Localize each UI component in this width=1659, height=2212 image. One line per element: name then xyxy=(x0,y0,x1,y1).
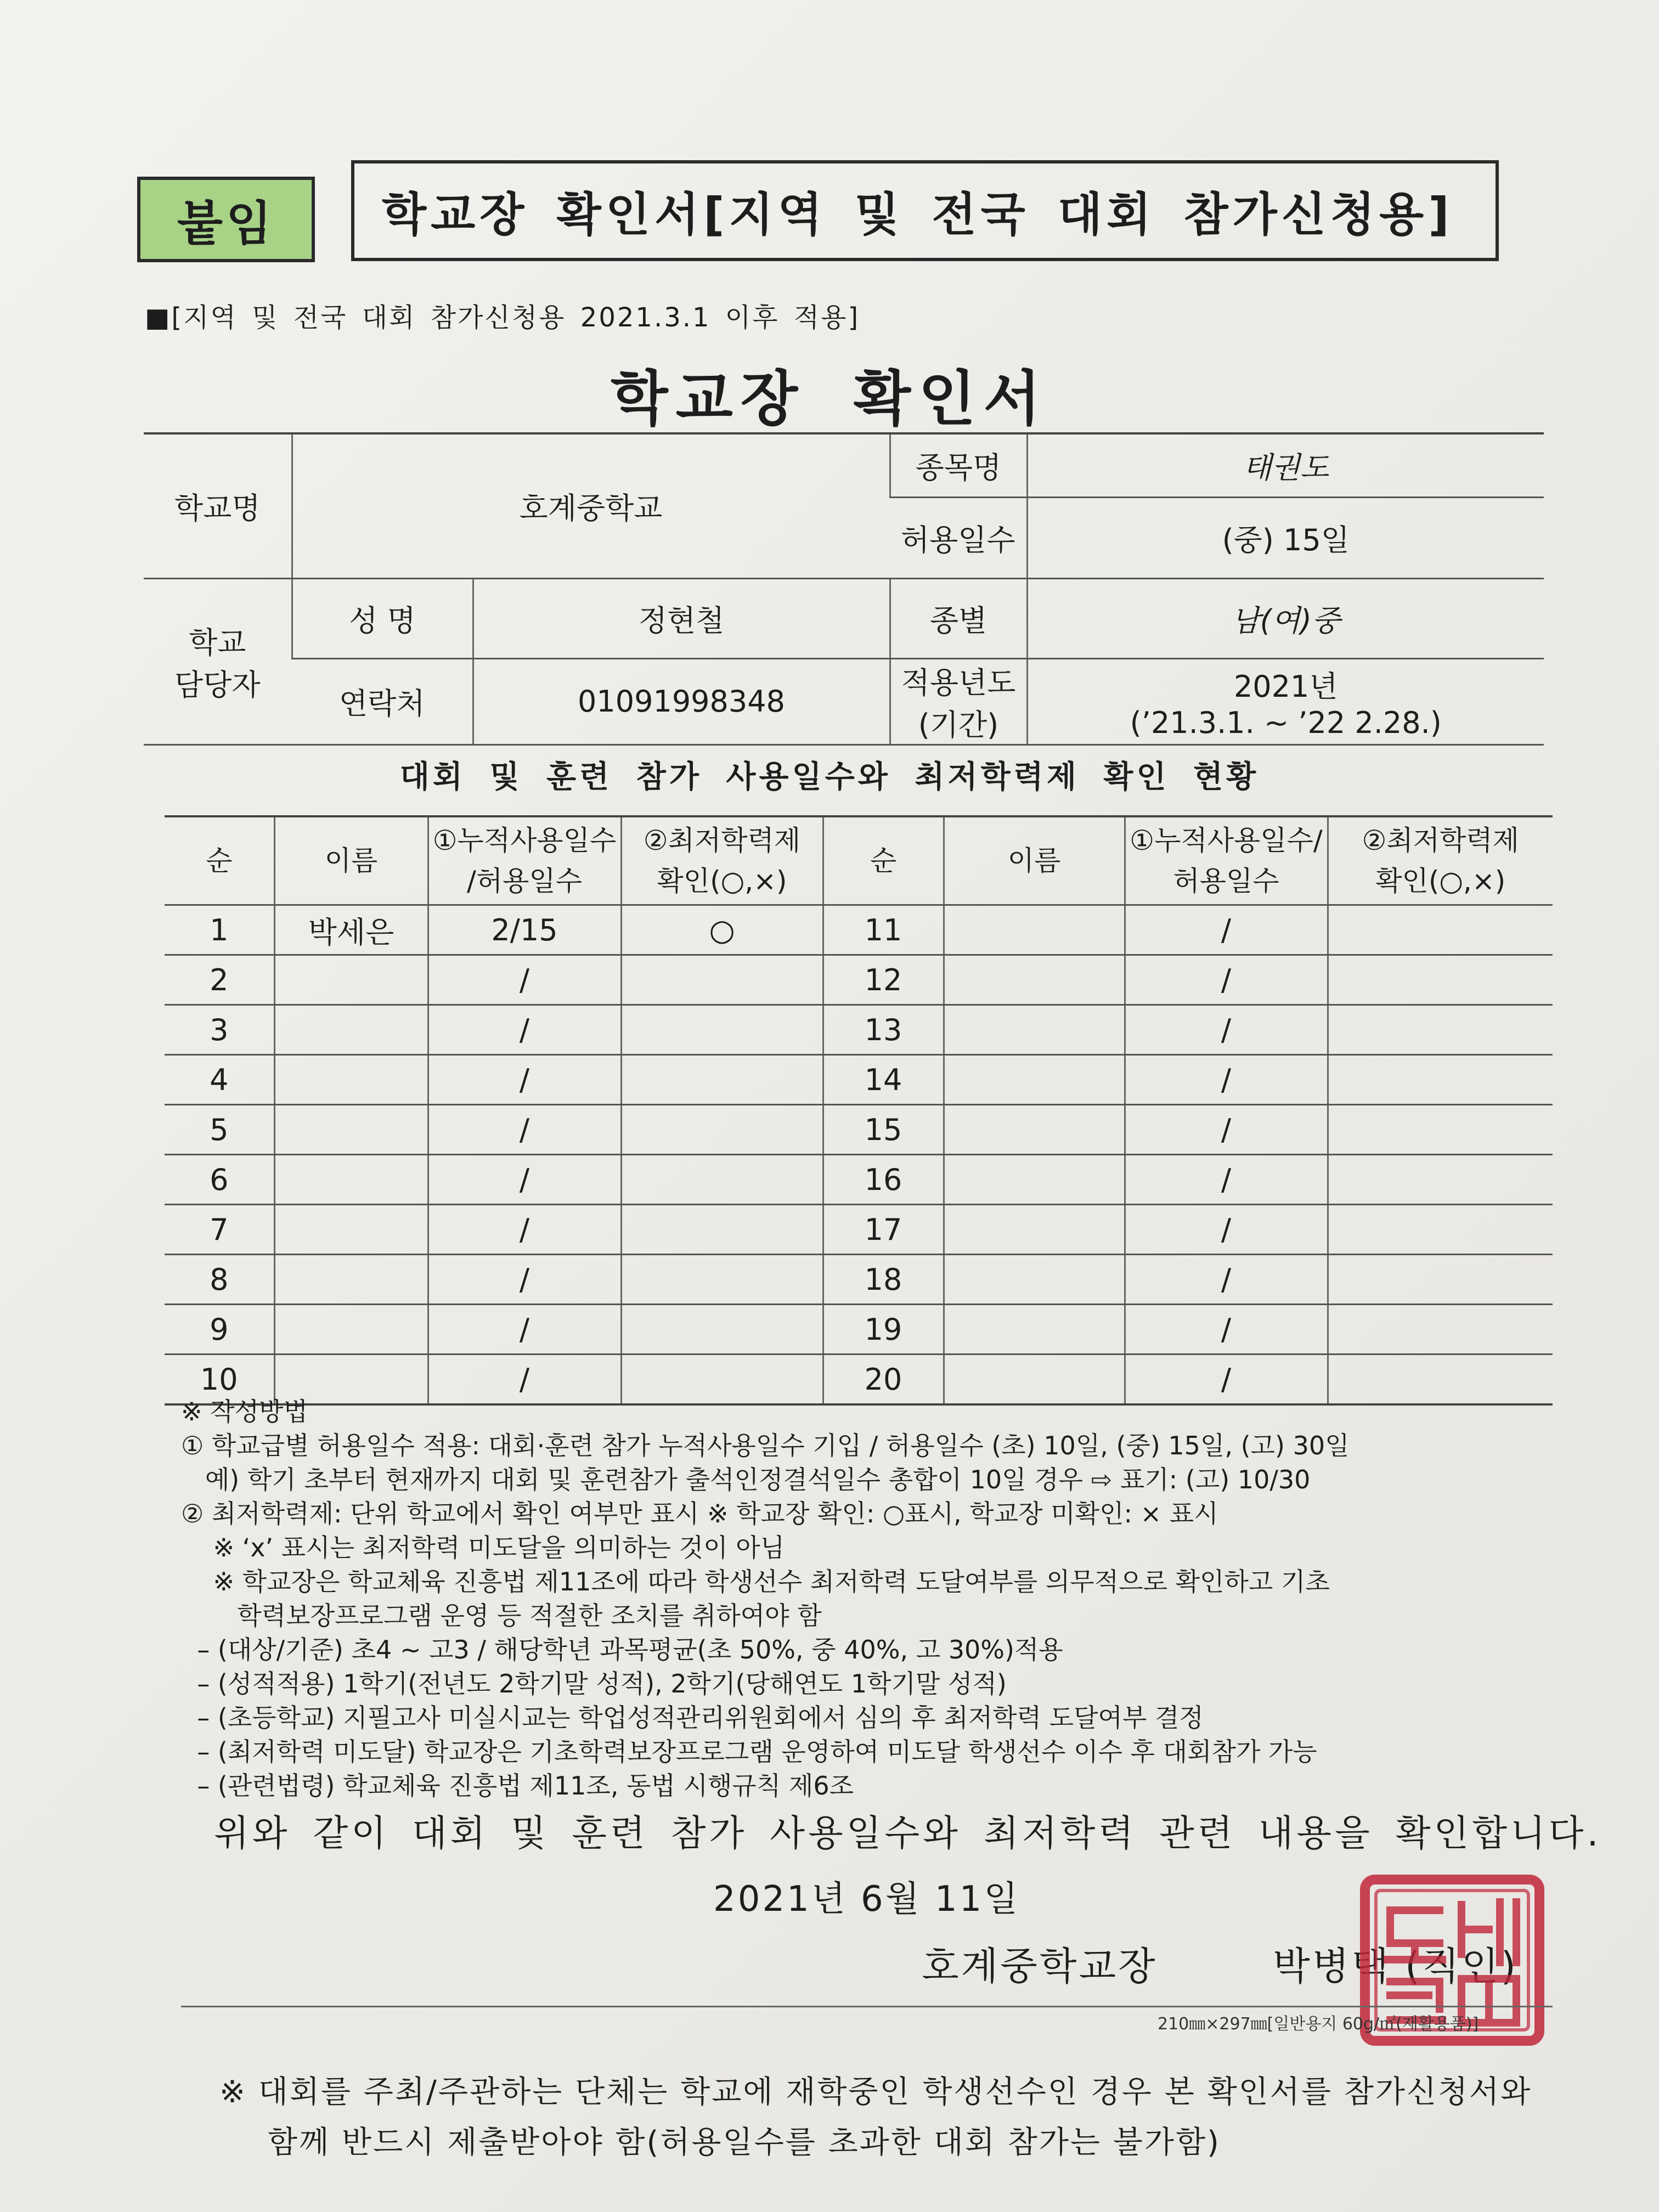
paper-size-note: 210㎜×297㎜[일반용지 60g/㎡(재활용품)] xyxy=(1158,2015,1479,2034)
cell-r-no: 19 xyxy=(823,1305,944,1355)
allowed-value: (중) 15일 xyxy=(1027,497,1544,578)
method-line: – (대상/기준) 초4 ~ 고3 / 해당학년 과목평균(초 50%, 중 40%, 고 30%)적용 xyxy=(181,1635,1063,1664)
cell-l-no: 10 xyxy=(165,1355,274,1405)
cell-r-min xyxy=(1328,1205,1553,1255)
cell-l-min: ○ xyxy=(621,905,823,955)
cell-r-min xyxy=(1328,1005,1553,1055)
cell-r-min xyxy=(1328,905,1553,955)
manager-label-line2: 담당자 xyxy=(174,667,261,702)
col-days-left-line1: ①누적사용일수 xyxy=(432,825,617,856)
table-row xyxy=(165,1255,1553,1305)
footer-line1: ※ 대회를 주최/주관하는 단체는 학교에 재학중인 학생선수인 경우 본 확인서를 참가신청서와 xyxy=(219,2074,1532,2110)
cell-r-min xyxy=(1328,1255,1553,1305)
cell-r-name xyxy=(944,1155,1125,1205)
table-row xyxy=(165,1105,1553,1155)
year-value xyxy=(1027,658,1544,744)
cell-r-days: / xyxy=(1125,1205,1328,1255)
cell-l-name xyxy=(274,1005,428,1055)
col-name-left: 이름 xyxy=(274,816,428,905)
manager-label-line1: 학교 xyxy=(189,625,246,660)
cell-r-days: / xyxy=(1125,1305,1328,1355)
method-line: – (최저학력 미도달) 학교장은 기초학력보장프로그램 운영하여 미도달 학생선수 이수 후 대회참가 가능 xyxy=(181,1737,1317,1767)
col-min-left xyxy=(621,816,823,905)
cell-l-no: 3 xyxy=(165,1005,274,1055)
attachment-badge: 붙임 xyxy=(137,177,315,262)
cell-r-name xyxy=(944,1105,1125,1155)
cell-l-days: / xyxy=(428,1155,621,1205)
cell-r-min xyxy=(1328,1155,1553,1205)
form-title: 학교장 확인서[지역 및 전국 대회 참가신청용] xyxy=(351,160,1499,261)
footer-line2: 함께 반드시 제출받아야 함(허용일수를 초과한 대회 참가는 불가함) xyxy=(268,2125,1221,2160)
cell-r-no: 13 xyxy=(823,1005,944,1055)
year-label xyxy=(890,658,1027,744)
usage-table xyxy=(165,815,1553,1406)
signer-name: 박병택 (직인) xyxy=(1273,1944,1518,1989)
col-min-left-line2: 확인(○,×) xyxy=(657,865,787,897)
issue-date: 2021년 6월 11일 xyxy=(713,1879,1020,1920)
method-line: ※ 작성방법 xyxy=(181,1397,308,1426)
cell-r-days: / xyxy=(1125,1055,1328,1105)
col-min-left-line1: ②최저학력제 xyxy=(643,825,801,856)
cell-r-min xyxy=(1328,1055,1553,1105)
cell-r-no: 15 xyxy=(823,1105,944,1155)
writing-method xyxy=(181,1395,1564,1803)
method-line: ※ ‘x’ 표시는 최저학력 미도달을 의미하는 것이 아님 xyxy=(181,1533,785,1562)
cell-l-min xyxy=(621,1055,823,1105)
method-line: 학력보장프로그램 운영 등 적절한 조치를 취하여야 함 xyxy=(181,1601,822,1630)
cell-r-no: 12 xyxy=(823,955,944,1005)
cell-l-no: 1 xyxy=(165,905,274,955)
cell-r-days: / xyxy=(1125,905,1328,955)
cell-l-days: / xyxy=(428,1055,621,1105)
cell-l-name xyxy=(274,1105,428,1155)
cell-r-name xyxy=(944,955,1125,1005)
cell-r-days: / xyxy=(1125,1355,1328,1405)
cell-l-name: 박세은 xyxy=(274,905,428,955)
year-label-line1: 적용년도 xyxy=(901,665,1016,700)
year-value-line2: (’21.3.1. ~ ’22 2.28.) xyxy=(1130,705,1442,740)
info-table xyxy=(144,432,1544,746)
school-value: 호계중학교 xyxy=(292,433,890,578)
cell-r-min xyxy=(1328,1305,1553,1355)
name-label: 성 명 xyxy=(292,578,473,658)
cell-l-no: 4 xyxy=(165,1055,274,1105)
sport-value: 태권도 xyxy=(1027,433,1544,497)
method-line: 예) 학기 초부터 현재까지 대회 및 훈련참가 출석인정결석일수 총합이 10일 경우 ⇨ 표기: (고) 10/30 xyxy=(181,1465,1311,1494)
cell-l-days: / xyxy=(428,1005,621,1055)
method-line: – (초등학교) 지필고사 미실시교는 학업성적관리위원회에서 심의 후 최저학력 도달여부 결정 xyxy=(181,1703,1204,1733)
table-row xyxy=(165,955,1553,1005)
cell-r-days: / xyxy=(1125,955,1328,1005)
contact-value: 01091998348 xyxy=(473,658,890,744)
gender-value: 남(여)중 xyxy=(1027,578,1544,658)
cell-r-days: / xyxy=(1125,1155,1328,1205)
cell-r-name xyxy=(944,1005,1125,1055)
col-days-left-line2: /허용일수 xyxy=(466,865,583,897)
cell-r-min xyxy=(1328,1105,1553,1155)
confirm-statement: 위와 같이 대회 및 훈련 참가 사용일수와 최저학력 관련 내용을 확인합니다. xyxy=(214,1812,1602,1854)
name-value: 정현철 xyxy=(473,578,890,658)
col-min-right-line2: 확인(○,×) xyxy=(1375,865,1506,897)
table-row xyxy=(165,1205,1553,1255)
signer-title: 호계중학교장 xyxy=(922,1944,1158,1989)
cell-l-min xyxy=(621,1005,823,1055)
cell-r-name xyxy=(944,1055,1125,1105)
cell-r-no: 20 xyxy=(823,1355,944,1405)
manager-label xyxy=(144,578,292,744)
cell-l-days: / xyxy=(428,1355,621,1405)
cell-l-name xyxy=(274,1255,428,1305)
allowed-label: 허용일수 xyxy=(890,497,1027,578)
table-row xyxy=(165,905,1553,955)
method-line: – (성적적용) 1학기(전년도 2학기말 성적), 2학기(당해연도 1학기말 성적) xyxy=(181,1669,1007,1699)
method-line: ① 학교급별 허용일수 적용: 대회·훈련 참가 누적사용일수 기입 / 허용일수 (초) 10일, (중) 15일, (고) 30일 xyxy=(181,1431,1350,1460)
document-title: 학교장 확인서 xyxy=(611,365,1048,433)
table-row xyxy=(165,1005,1553,1055)
cell-l-min xyxy=(621,1105,823,1155)
table-row xyxy=(165,1305,1553,1355)
cell-l-no: 5 xyxy=(165,1105,274,1155)
cell-r-min xyxy=(1328,955,1553,1005)
col-min-right-line1: ②최저학력제 xyxy=(1362,825,1519,856)
cell-r-name xyxy=(944,1305,1125,1355)
col-min-right xyxy=(1328,816,1553,905)
col-no-left: 순 xyxy=(165,816,274,905)
sport-label: 종목명 xyxy=(890,433,1027,497)
bottom-divider xyxy=(181,2006,1553,2007)
method-line: ※ 학교장은 학교체육 진흥법 제11조에 따라 학생선수 최저학력 도달여부를 의무적으로 확인하고 기초 xyxy=(181,1567,1330,1596)
cell-l-no: 6 xyxy=(165,1155,274,1205)
cell-l-no: 9 xyxy=(165,1305,274,1355)
cell-l-days: / xyxy=(428,955,621,1005)
cell-r-no: 11 xyxy=(823,905,944,955)
cell-l-min xyxy=(621,1255,823,1305)
cell-l-no: 8 xyxy=(165,1255,274,1305)
footer-note xyxy=(219,2067,1532,2168)
col-days-right-line2: 허용일수 xyxy=(1173,865,1279,897)
cell-l-name xyxy=(274,1305,428,1355)
cell-l-min xyxy=(621,955,823,1005)
school-label: 학교명 xyxy=(144,433,292,578)
table-row xyxy=(165,1155,1553,1205)
cell-r-name xyxy=(944,1205,1125,1255)
contact-label: 연락처 xyxy=(292,658,473,744)
cell-l-no: 2 xyxy=(165,955,274,1005)
col-name-right: 이름 xyxy=(944,816,1125,905)
cell-r-name xyxy=(944,905,1125,955)
cell-l-name xyxy=(274,1205,428,1255)
cell-r-no: 16 xyxy=(823,1155,944,1205)
cell-r-days: / xyxy=(1125,1005,1328,1055)
col-days-left xyxy=(428,816,621,905)
table-row xyxy=(165,1055,1553,1105)
cell-l-days: 2/15 xyxy=(428,905,621,955)
cell-l-days: / xyxy=(428,1255,621,1305)
year-value-line1: 2021년 xyxy=(1233,669,1338,704)
cell-l-days: / xyxy=(428,1205,621,1255)
cell-r-days: / xyxy=(1125,1255,1328,1305)
cell-r-no: 14 xyxy=(823,1055,944,1105)
usage-section-title: 대회 및 훈련 참가 사용일수와 최저학력제 확인 현황 xyxy=(399,759,1260,795)
method-line: – (관련법령) 학교체육 진흥법 제11조, 동법 시행규칙 제6조 xyxy=(181,1771,854,1801)
cell-r-no: 18 xyxy=(823,1255,944,1305)
col-no-right: 순 xyxy=(823,816,944,905)
cell-r-days: / xyxy=(1125,1105,1328,1155)
cell-l-no: 7 xyxy=(165,1205,274,1255)
applied-note: ■[지역 및 전국 대회 참가신청용 2021.3.1 이후 적용] xyxy=(145,302,860,333)
cell-l-min xyxy=(621,1305,823,1355)
cell-r-no: 17 xyxy=(823,1205,944,1255)
cell-l-name xyxy=(274,1155,428,1205)
cell-l-name xyxy=(274,1055,428,1105)
cell-l-days: / xyxy=(428,1305,621,1355)
cell-l-min xyxy=(621,1155,823,1205)
year-label-line2: (기간) xyxy=(918,707,999,742)
cell-l-min xyxy=(621,1205,823,1255)
col-days-right xyxy=(1125,816,1328,905)
usage-table-body xyxy=(165,905,1553,1405)
gender-label: 종별 xyxy=(890,578,1027,658)
cell-r-name xyxy=(944,1255,1125,1305)
cell-l-days: / xyxy=(428,1105,621,1155)
col-days-right-line1: ①누적사용일수/ xyxy=(1130,825,1323,856)
method-line: ② 최저학력제: 단위 학교에서 확인 여부만 표시 ※ 학교장 확인: ○표시, 학교장 미확인: × 표시 xyxy=(181,1499,1218,1528)
cell-l-name xyxy=(274,955,428,1005)
